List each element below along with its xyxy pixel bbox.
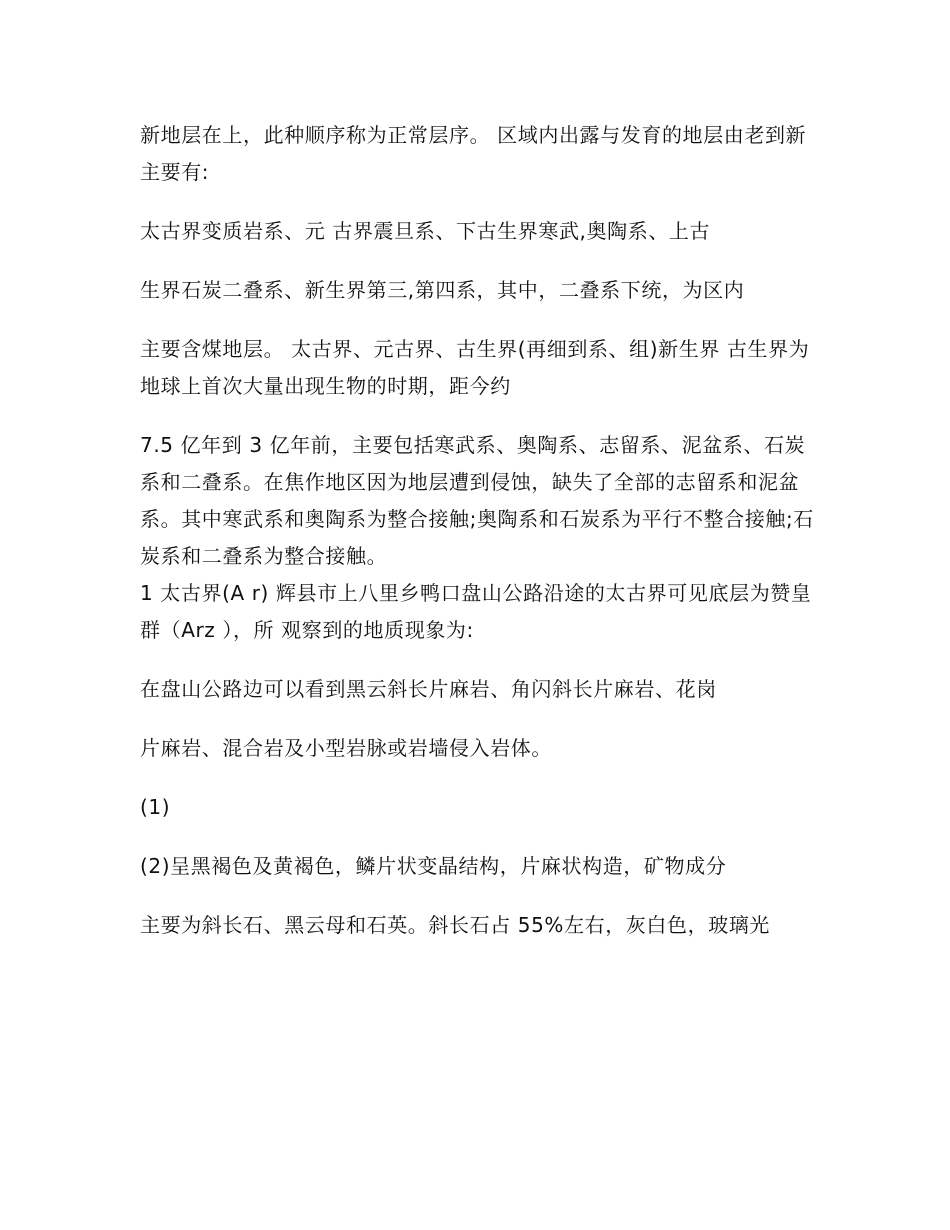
paragraph-strata-list-2: 生界石炭二叠系、新生界第三,第四系，其中，二叠系下统，为区内 xyxy=(140,278,745,302)
paragraph-item-1: (1) xyxy=(140,795,171,819)
paragraph-coal-bearing: 主要含煤地层。 太古界、元古界、古生界(再细到系、组)新生界 古生界为地球上首次大量出现生物的时期，距今约 xyxy=(140,337,810,398)
paragraph-stratigraphic-order: 新地层在上，此种顺序称为正常层序。 区域内出露与发育的地层由老到新主要有: xyxy=(140,123,807,184)
document-body xyxy=(140,117,820,944)
paragraph-gneiss-observation: 在盘山公路边可以看到黑云斜长片麻岩、角闪斜长片麻岩、花岗 xyxy=(140,677,717,701)
paragraph-minerals: 主要为斜长石、黑云母和石英。斜长石占 55%左右，灰白色，玻璃光 xyxy=(140,913,771,937)
paragraph-intrusions: 片麻岩、混合岩及小型岩脉或岩墙侵入岩体。 xyxy=(140,736,552,760)
paragraph-paleozoic: 7.5 亿年到 3 亿年前，主要包括寒武系、奥陶系、志留系、泥盆系、石炭系和二叠系。在焦作地区因为地层遭到侵蚀，缺失了全部的志留系和泥盆系。其中寒武系和奥陶系为整合接触;奥陶系和石炭系为平行不整合接触;石炭系和二叠系为整合接触。 xyxy=(140,433,814,568)
paragraph-archean-heading: 1 太古界(A r) 辉县市上八里乡鸭口盘山公路沿途的太古界可见底层为赞皇群（Arz ），所 观察到的地质现象为: xyxy=(140,581,812,642)
paragraph-item-2: (2)呈黑褐色及黄褐色，鳞片状变晶结构，片麻状构造，矿物成分 xyxy=(140,854,727,878)
paragraph-strata-list-1: 太古界变质岩系、元 古界震旦系、下古生界寒武,奥陶系、上古 xyxy=(140,219,711,243)
